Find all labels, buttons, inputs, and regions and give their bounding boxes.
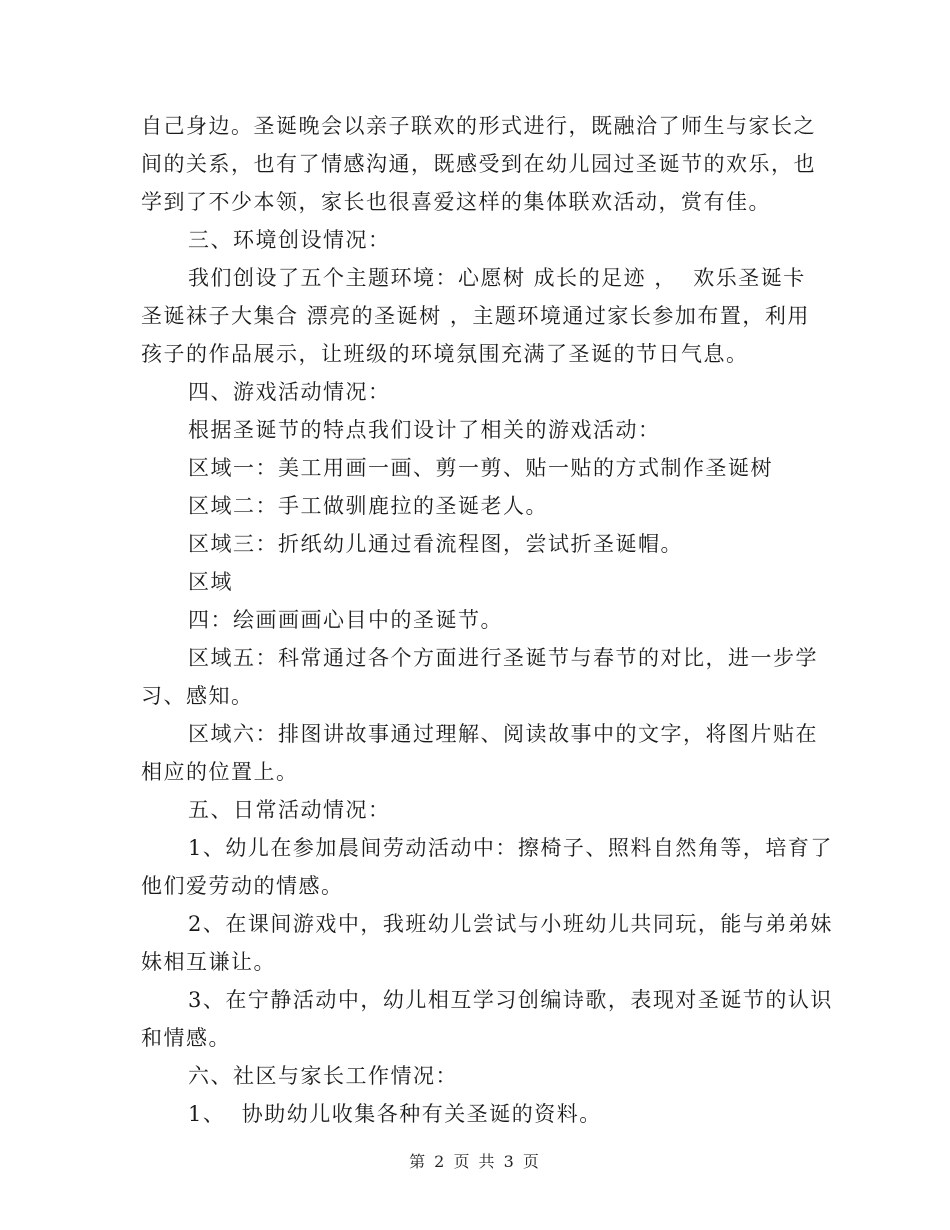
text-line-5: 我们创设了五个主题环境：心愿树 成长的足迹 ， 欢乐圣诞卡: [188, 266, 806, 290]
text-line-20: 1、幼儿在参加晨间劳动活动中：擦椅子、照料自然角等，培育了: [188, 836, 833, 860]
text-line-15: 区域五：科常通过各个方面进行圣诞节与春节的对比，进一步学: [188, 646, 818, 670]
text-line-17: 区域六：排图讲故事通过理解、阅读故事中的文字，将图片贴在: [188, 722, 818, 746]
page-number-footer: 第 2 页 共 3 页: [409, 1152, 541, 1171]
text-line-7: 孩子的作品展示，让班级的环境氛围充满了圣诞的节日气息。: [141, 342, 749, 366]
section-heading-6: 六、社区与家长工作情况：: [188, 1064, 458, 1088]
text-line-18: 相应的位置上。: [141, 760, 299, 784]
text-line-6: 圣诞袜子大集合 漂亮的圣诞树 ，主题环境通过家长参加布置，利用: [141, 304, 810, 328]
text-line-27: 1、 协助幼儿收集各种有关圣诞的资料。: [188, 1102, 602, 1126]
text-line-16: 习、感知。: [141, 684, 254, 708]
text-line-25: 和情感。: [141, 1026, 231, 1050]
text-line-23: 妹相互谦让。: [141, 950, 276, 974]
text-line-14: 四：绘画画画心目中的圣诞节。: [188, 608, 503, 632]
text-line-1: 自己身边。圣诞晚会以亲子联欢的形式进行，既融洽了师生与家长之: [141, 114, 816, 138]
text-line-22: 2、在课间游戏中，我班幼儿尝试与小班幼儿共同玩，能与弟弟妹: [188, 912, 833, 936]
text-line-2: 间的关系，也有了情感沟通，既感受到在幼儿园过圣诞节的欢乐，也: [141, 152, 816, 176]
section-heading-3: 三、环境创设情况：: [188, 228, 391, 252]
text-line-11: 区域二：手工做驯鹿拉的圣诞老人。: [188, 494, 548, 518]
text-line-10: 区域一：美工用画一画、剪一剪、贴一贴的方式制作圣诞树: [188, 456, 773, 480]
section-heading-4: 四、游戏活动情况：: [188, 380, 391, 404]
section-heading-5: 五、日常活动情况：: [188, 798, 391, 822]
text-line-12: 区域三：折纸幼儿通过看流程图，尝试折圣诞帽。: [188, 532, 683, 556]
text-line-13: 区域: [188, 570, 233, 594]
text-line-21: 他们爱劳动的情感。: [141, 874, 344, 898]
text-line-24: 3、在宁静活动中，幼儿相互学习创编诗歌，表现对圣诞节的认识: [188, 988, 833, 1012]
text-line-9: 根据圣诞节的特点我们设计了相关的游戏活动：: [188, 418, 661, 442]
text-line-3: 学到了不少本领，家长也很喜爱这样的集体联欢活动，赏有佳。: [141, 190, 771, 214]
